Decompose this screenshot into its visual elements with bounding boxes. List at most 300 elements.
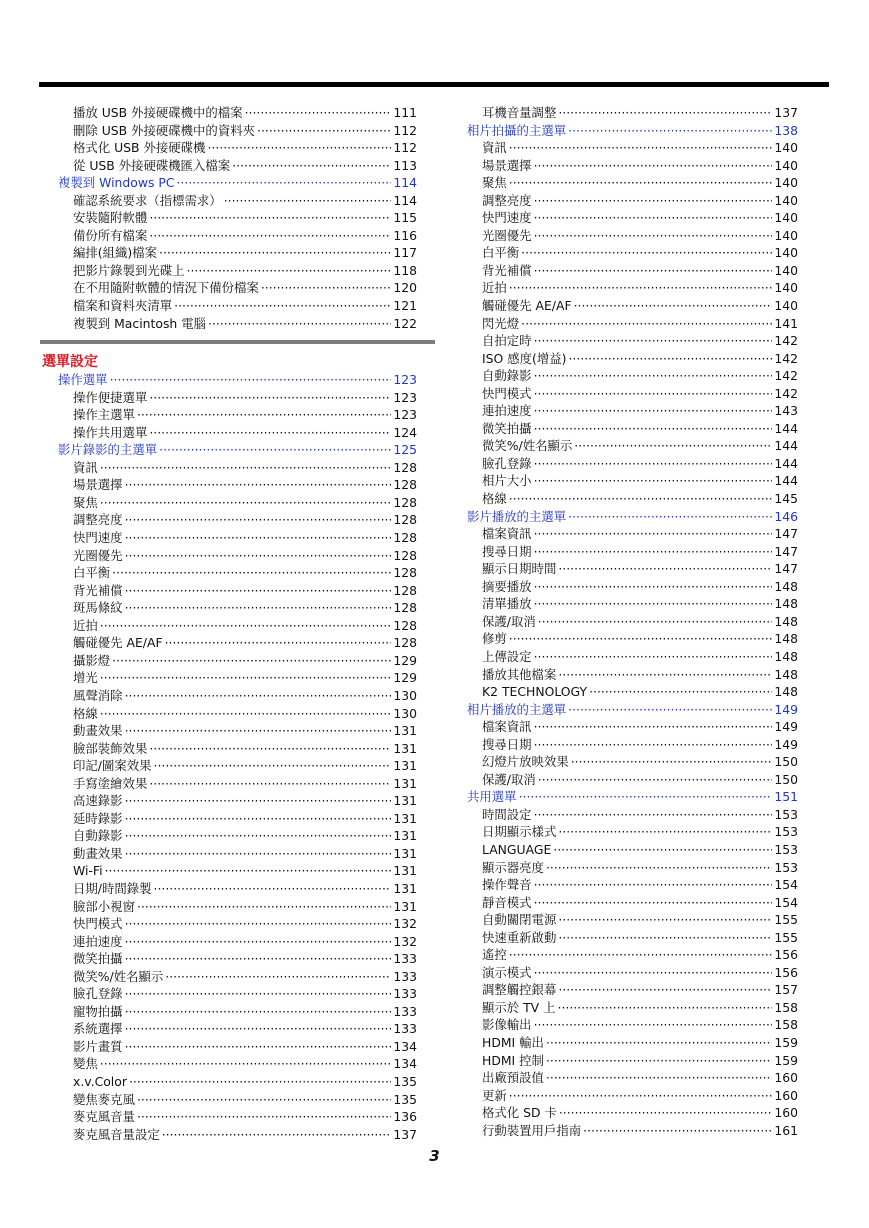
toc-entry-link[interactable] [58,1055,417,1073]
dot-leader [165,634,392,652]
toc-section-link[interactable] [467,508,798,526]
toc-entry-link[interactable] [58,244,417,262]
toc-entry-link[interactable] [58,227,417,245]
toc-entry-link[interactable] [58,599,417,617]
dot-leader [534,718,773,736]
toc-entry-link[interactable] [467,402,798,420]
dot-leader [534,648,773,666]
toc-entry-title: K2 TECHNOLOGY [482,684,588,700]
toc-entry-title: 連拍速度 [73,933,123,949]
toc-entry-link[interactable] [467,894,798,912]
toc-entry-page: 131 [393,740,417,756]
toc-entry-link[interactable] [58,985,417,1003]
toc-entry-link[interactable] [467,104,798,122]
toc-entry-title: 在不用隨附軟體的情況下備份檔案 [73,280,259,296]
dot-leader [125,687,392,705]
toc-entry-link[interactable] [467,981,798,999]
toc-entry-page: 140 [774,157,798,173]
toc-entry-title: 操作聲音 [482,877,532,893]
toc-entry-page: 142 [774,385,798,401]
toc-entry-page: 132 [393,933,417,949]
toc-entry-page: 131 [393,758,417,774]
toc-entry-title: 近拍 [73,617,98,633]
dot-leader [125,810,392,828]
toc-entry-link[interactable] [58,262,417,280]
toc-entry-page: 133 [393,968,417,984]
toc-entry-page: 131 [393,845,417,861]
toc-entry-title: 修剪 [482,631,507,647]
toc-entry-page: 137 [774,105,798,120]
toc-entry-link[interactable] [467,648,798,666]
toc-entry-title: 顯示於 TV 上 [482,999,556,1015]
toc-entry-link[interactable] [58,634,417,652]
toc-entry-page: 124 [393,424,417,440]
dot-leader [137,898,391,916]
toc-entry-link[interactable] [467,1016,798,1034]
toc-entry-link[interactable] [467,560,798,578]
toc-entry-page: 148 [774,613,798,629]
toc-entry-title: 格線 [482,491,507,507]
toc-entry-link[interactable] [58,950,417,968]
toc-entry-link[interactable] [467,929,798,947]
toc-entry-link[interactable] [467,385,798,403]
toc-entry-title: 快門速度 [482,210,532,226]
dot-leader [558,104,772,122]
toc-entry-title: 從 USB 外接硬碟機匯入檔案 [73,157,231,173]
toc-entry-link[interactable] [58,209,417,227]
toc-entry-link[interactable] [467,350,798,368]
dot-leader [546,1034,772,1052]
toc-entry-link[interactable] [467,859,798,877]
toc-entry-link[interactable] [58,669,417,687]
toc-entry-title: 動畫效果 [73,845,123,861]
dot-leader [125,1038,392,1056]
toc-entry-link[interactable] [58,898,417,916]
toc-entry-link[interactable] [467,578,798,596]
dot-leader [125,1020,392,1038]
toc-entry-page: 128 [393,547,417,563]
toc-entry-title: 資訊 [482,140,507,156]
dot-leader [129,1073,391,1091]
toc-entry-link[interactable] [58,104,417,122]
toc-section-link[interactable] [58,174,417,192]
toc-entry-link[interactable] [467,841,798,859]
toc-entry-link[interactable] [467,455,798,473]
toc-entry-page: 112 [393,122,417,138]
toc-entry-page: 114 [393,175,417,191]
toc-entry-link[interactable] [467,1052,798,1070]
dot-leader [208,315,391,333]
dot-leader [558,929,772,947]
dot-leader [534,192,773,210]
toc-entry-page: 150 [774,754,798,770]
toc-entry-page: 155 [774,912,798,928]
toc-entry-link[interactable] [467,613,798,631]
toc-entry-link[interactable] [467,876,798,894]
toc-entry-title: 快門模式 [482,385,532,401]
toc-entry-title: 影像輸出 [482,1017,532,1033]
toc-entry-title: 刪除 USB 外接硬碟機中的資料夾 [73,122,255,138]
toc-entry-title: 快門模式 [73,916,123,932]
toc-entry-page: 153 [774,859,798,875]
toc-entry-link[interactable] [58,775,417,793]
toc-entry-title: 變焦 [73,1056,98,1072]
toc-entry-link[interactable] [467,718,798,736]
toc-entry-link[interactable] [58,139,417,157]
dot-leader [110,371,392,389]
toc-entry-link[interactable] [467,297,798,315]
toc-entry-title: 影片播放的主選單 [467,508,567,524]
toc-entry-page: 118 [393,262,417,278]
toc-entry-page: 128 [393,477,417,493]
toc-entry-link[interactable] [467,420,798,438]
toc-entry-link[interactable] [467,525,798,543]
toc-entry-page: 131 [393,898,417,914]
toc-entry-link[interactable] [467,1087,798,1105]
toc-list-left-top [58,104,417,332]
toc-entry-link[interactable] [467,999,798,1017]
toc-entry-page: 140 [774,262,798,278]
dot-leader [125,529,392,547]
toc-entry-link[interactable] [467,192,798,210]
toc-entry-link[interactable] [58,1073,417,1091]
toc-entry-page: 149 [774,719,798,735]
toc-entry-link[interactable] [467,911,798,929]
toc-entry-link[interactable] [467,964,798,982]
toc-entry-link[interactable] [467,174,798,192]
toc-entry-link[interactable] [467,244,798,262]
toc-entry-page: 148 [774,684,798,700]
toc-entry-page: 146 [774,508,798,524]
toc-entry-title: 檔案資訊 [482,526,532,542]
toc-entry-link[interactable] [58,810,417,828]
dot-leader [568,122,772,140]
toc-entry-page: 159 [774,1052,798,1068]
toc-entry-page: 128 [393,600,417,616]
toc-entry-link[interactable] [58,511,417,529]
toc-entry-page: 128 [393,512,417,528]
toc-entry-page: 133 [393,951,417,967]
toc-entry-page: 133 [393,1021,417,1037]
toc-entry-page: 111 [393,105,417,120]
dot-leader [521,244,772,262]
toc-entry-link[interactable] [467,753,798,771]
dot-leader [159,244,391,262]
toc-entry-link[interactable] [467,227,798,245]
dot-leader [154,757,392,775]
toc-entry-link[interactable] [467,367,798,385]
toc-entry-page: 134 [393,1056,417,1072]
dot-leader [137,406,391,424]
toc-entry-link[interactable] [467,806,798,824]
toc-entry-page: 148 [774,631,798,647]
toc-entry-link[interactable] [58,792,417,810]
toc-entry-link[interactable] [467,157,798,175]
toc-entry-link[interactable] [58,1091,417,1109]
toc-entry-link[interactable] [58,862,417,880]
toc-entry-title: 系統選擇 [73,1021,123,1037]
toc-entry-link[interactable] [467,683,798,701]
toc-entry-title: 印記/圖案效果 [73,758,152,774]
toc-entry-link[interactable] [58,968,417,986]
toc-entry-title: 自動錄影 [482,368,532,384]
toc-entry-page: 148 [774,648,798,664]
toc-entry-link[interactable] [467,262,798,280]
toc-entry-page: 140 [774,210,798,226]
toc-entry-page: 140 [774,245,798,261]
toc-entry-title: 演示模式 [482,964,532,980]
toc-entry-link[interactable] [58,845,417,863]
toc-entry-link[interactable] [58,582,417,600]
toc-entry-link[interactable] [58,476,417,494]
toc-entry-link[interactable] [467,332,798,350]
toc-entry-title: 日期顯示樣式 [482,824,557,840]
toc-entry-title: 臉孔登錄 [482,455,532,471]
dot-leader [125,985,392,1003]
toc-entry-page: 133 [393,1003,417,1019]
dot-leader [162,1126,392,1144]
toc-entry-page: 120 [393,280,417,296]
toc-entry-title: 顯示日期時間 [482,561,557,577]
dot-leader [534,367,773,385]
toc-entry-title: HDMI 輸出 [482,1034,544,1050]
toc-entry-link[interactable] [58,279,417,297]
dot-leader [137,1108,391,1126]
toc-entry-link[interactable] [58,406,417,424]
toc-entry-title: 搜尋日期 [482,543,532,559]
toc-entry-link[interactable] [467,1034,798,1052]
toc-entry-link[interactable] [58,1108,417,1126]
toc-entry-link[interactable] [58,652,417,670]
toc-entry-link[interactable] [467,437,798,455]
toc-entry-page: 145 [774,491,798,507]
toc-entry-title: 耳機音量調整 [482,105,557,120]
toc-entry-page: 123 [393,372,417,388]
toc-entry-link[interactable] [467,209,798,227]
toc-entry-page: 131 [393,775,417,791]
dot-leader [207,139,391,157]
toc-section-link[interactable] [467,788,798,806]
toc-entry-page: 140 [774,192,798,208]
toc-entry-title: 操作共用選單 [73,424,148,440]
toc-entry-page: 140 [774,140,798,156]
toc-entry-title: 白平衡 [73,565,111,581]
toc-entry-link[interactable] [58,547,417,565]
toc-entry-link[interactable] [467,595,798,613]
toc-entry-title: HDMI 控制 [482,1052,544,1068]
dot-leader [538,771,773,789]
toc-entry-page: 142 [774,350,798,366]
toc-entry-link[interactable] [467,315,798,333]
dot-leader [125,950,392,968]
toc-entry-title: 自動錄影 [73,828,123,844]
toc-entry-link[interactable] [58,122,417,140]
toc-entry-page: 144 [774,438,798,454]
dot-leader [149,424,391,442]
toc-entry-page: 153 [774,806,798,822]
toc-entry-link[interactable] [467,946,798,964]
toc-entry-page: 128 [393,617,417,633]
dot-leader [100,494,392,512]
toc-entry-page: 144 [774,473,798,489]
dot-leader [558,560,772,578]
toc-entry-title: 動畫效果 [73,723,123,739]
dot-leader [165,968,391,986]
dot-leader [509,490,773,508]
toc-entry-page: 159 [774,1034,798,1050]
toc-entry-title: 檔案和資料夾清單 [73,298,173,314]
dot-leader [574,297,773,315]
toc-entry-page: 117 [393,245,417,261]
toc-entry-page: 128 [393,459,417,475]
dot-leader [125,582,392,600]
toc-entry-link[interactable] [467,666,798,684]
toc-entry-link[interactable] [58,424,417,442]
toc-section-link[interactable] [58,441,417,459]
toc-section-link[interactable] [467,701,798,719]
toc-entry-page: 133 [393,986,417,1002]
dot-leader [559,1104,772,1122]
toc-entry-link[interactable] [467,279,798,297]
section-divider [40,340,435,344]
toc-right-column [467,104,798,1139]
toc-entry-link[interactable] [467,823,798,841]
dot-leader [149,227,391,245]
toc-entry-page: 130 [393,687,417,703]
toc-entry-link[interactable] [58,705,417,723]
dot-leader [534,402,773,420]
toc-entry-link[interactable] [467,630,798,648]
toc-entry-page: 131 [393,793,417,809]
dot-leader [553,841,772,859]
toc-entry-page: 153 [774,841,798,857]
toc-entry-link[interactable] [58,722,417,740]
toc-entry-link[interactable] [58,933,417,951]
dot-leader [583,1122,772,1140]
dot-leader [534,385,773,403]
toc-entry-link[interactable] [467,1122,798,1140]
dot-leader [125,1003,392,1021]
toc-entry-link[interactable] [58,827,417,845]
toc-entry-link[interactable] [58,1126,417,1144]
toc-entry-title: 連拍速度 [482,403,532,419]
toc-entry-link[interactable] [58,1020,417,1038]
toc-entry-title: 麥克風音量 [73,1109,135,1125]
toc-entry-link[interactable] [467,490,798,508]
toc-entry-title: 微笑拍攝 [73,951,123,967]
toc-entry-page: 144 [774,455,798,471]
dot-leader [174,297,391,315]
toc-entry-link[interactable] [58,389,417,407]
dot-leader [125,792,392,810]
toc-entry-page: 132 [393,916,417,932]
dot-leader [534,332,773,350]
toc-section-link[interactable] [467,122,798,140]
toc-entry-title: 麥克風音量設定 [73,1126,160,1142]
toc-entry-title: 行動裝置用戶指南 [482,1122,582,1138]
dot-leader [534,806,773,824]
dot-leader [187,262,392,280]
toc-entry-link[interactable] [467,771,798,789]
dot-leader [245,104,392,122]
toc-entry-title: 共用選單 [467,789,517,805]
dot-leader [125,476,392,494]
toc-list-right [467,104,798,1139]
toc-entry-page: 137 [393,1126,417,1142]
toc-entry-title: 增光 [73,670,98,686]
toc-section-link[interactable] [58,371,417,389]
toc-entry-page: 156 [774,947,798,963]
toc-entry-title: 確認系統要求（指標需求） [73,192,222,208]
toc-entry-title: 影片錄影的主選單 [58,442,158,458]
toc-entry-link[interactable] [58,192,417,210]
toc-entry-page: 147 [774,526,798,542]
toc-entry-link[interactable] [58,459,417,477]
toc-entry-title: Wi-Fi [73,863,103,879]
dot-leader [534,157,773,175]
dot-leader [534,578,773,596]
toc-entry-title: 微笑%/姓名顯示 [73,968,164,984]
toc-entry-link[interactable] [467,543,798,561]
toc-entry-link[interactable] [58,494,417,512]
toc-entry-link[interactable] [58,1003,417,1021]
toc-entry-title: 閃光燈 [482,315,520,331]
dot-leader [558,911,772,929]
toc-entry-link[interactable] [58,880,417,898]
toc-entry-link[interactable] [58,757,417,775]
dot-leader [534,209,773,227]
toc-entry-link[interactable] [467,472,798,490]
toc-entry-link[interactable] [467,736,798,754]
toc-entry-title: 背光補償 [482,262,532,278]
dot-leader [149,389,391,407]
toc-entry-link[interactable] [58,1038,417,1056]
toc-entry-page: 141 [774,315,798,331]
dot-leader [257,122,391,140]
toc-entry-link[interactable] [467,139,798,157]
toc-entry-link[interactable] [467,1069,798,1087]
toc-entry-page: 128 [393,635,417,651]
toc-entry-link[interactable] [58,687,417,705]
dot-leader [558,999,773,1017]
dot-leader [149,209,391,227]
toc-entry-link[interactable] [467,1104,798,1122]
top-rule [39,82,829,87]
toc-entry-link[interactable] [58,564,417,582]
toc-entry-page: 140 [774,227,798,243]
toc-entry-link[interactable] [58,297,417,315]
toc-entry-title: ISO 感度(增益) [482,350,567,366]
dot-leader [534,736,773,754]
toc-entry-title: 風聲消除 [73,687,123,703]
toc-entry-page: 148 [774,596,798,612]
toc-entry-link[interactable] [58,529,417,547]
dot-leader [125,599,392,617]
toc-entry-page: 156 [774,964,798,980]
toc-entry-page: 128 [393,582,417,598]
toc-entry-title: 格式化 USB 外接硬碟機 [73,140,206,156]
toc-entry-link[interactable] [58,315,417,333]
dot-leader [509,1087,773,1105]
toc-entry-link[interactable] [58,740,417,758]
toc-entry-link[interactable] [58,915,417,933]
toc-entry-page: 140 [774,298,798,314]
dot-leader [176,174,391,192]
toc-entry-link[interactable] [58,617,417,635]
toc-entry-title: 自拍定時 [482,333,532,349]
toc-entry-link[interactable] [58,157,417,175]
toc-entry-title: LANGUAGE [482,841,552,857]
